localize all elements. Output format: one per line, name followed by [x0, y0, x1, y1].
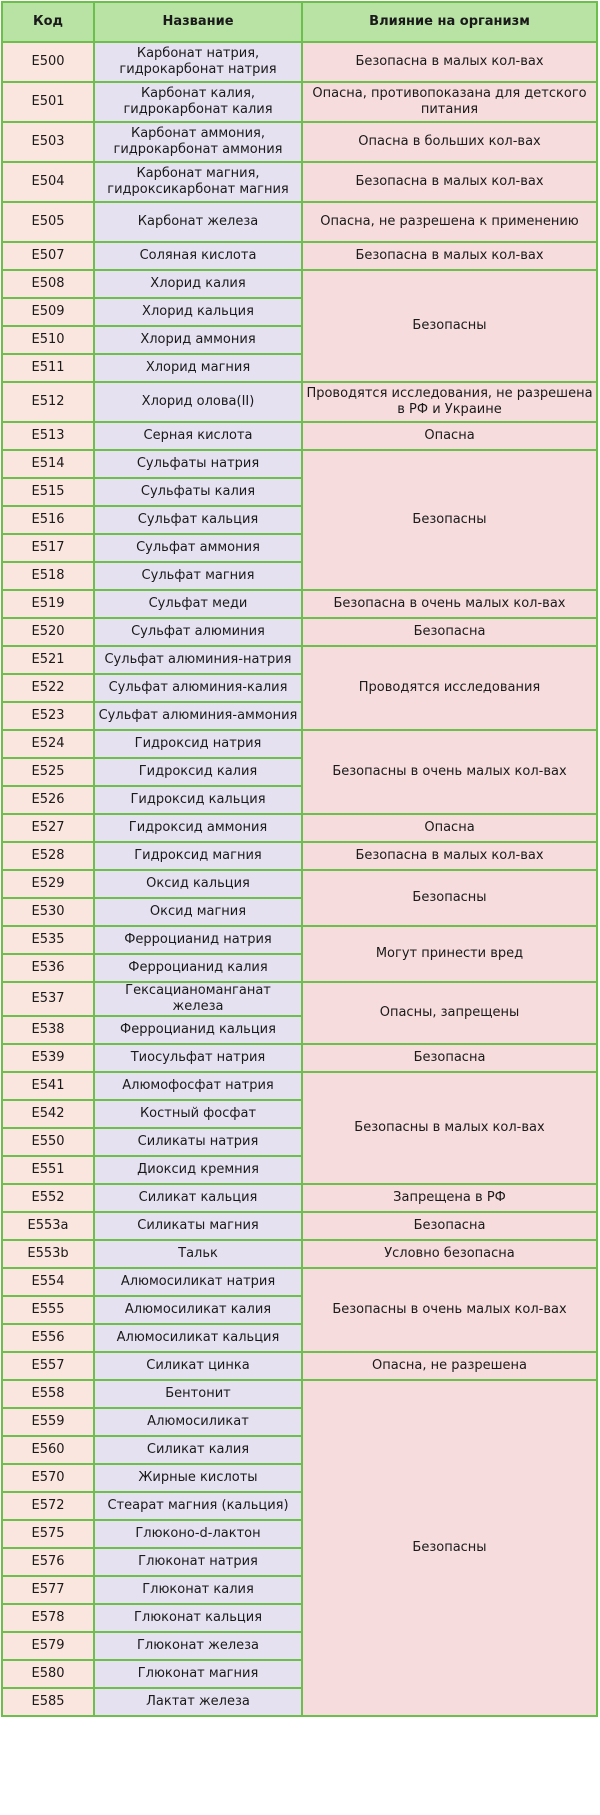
- cell-code: E542: [3, 1101, 93, 1127]
- cell-code: E578: [3, 1605, 93, 1631]
- cell-effect: Проводятся исследования: [303, 647, 596, 729]
- cell-name: Глюконат магния: [95, 1661, 301, 1687]
- cell-effect: Безопасны: [303, 1381, 596, 1715]
- cell-name: Глюконат натрия: [95, 1549, 301, 1575]
- cell-code: E518: [3, 563, 93, 589]
- cell-code: E570: [3, 1465, 93, 1491]
- table-row: [3, 83, 596, 121]
- cell-name: Гидроксид кальция: [95, 787, 301, 813]
- cell-code: E572: [3, 1493, 93, 1519]
- cell-code: E538: [3, 1017, 93, 1043]
- cell-code: E505: [3, 203, 93, 241]
- table-row: [3, 815, 596, 841]
- cell-effect: Безопасна в малых кол-вах: [303, 843, 596, 869]
- cell-effect: Опасна, не разрешена: [303, 1353, 596, 1379]
- cell-effect: Проводятся исследования, не разрешена в РФ и Украине: [303, 383, 596, 421]
- cell-code: E514: [3, 451, 93, 477]
- cell-effect: Безопасна: [303, 1045, 596, 1071]
- cell-name: Глюконат кальция: [95, 1605, 301, 1631]
- cell-code: E517: [3, 535, 93, 561]
- cell-name: Глюконат калия: [95, 1577, 301, 1603]
- cell-name: Алюмосиликат натрия: [95, 1269, 301, 1295]
- table-row: [3, 43, 596, 81]
- cell-effect: Условно безопасна: [303, 1241, 596, 1267]
- cell-name: Сульфат алюминия: [95, 619, 301, 645]
- cell-name: Сульфат аммония: [95, 535, 301, 561]
- cell-name: Силикат кальция: [95, 1185, 301, 1211]
- cell-code: E553a: [3, 1213, 93, 1239]
- cell-code: E541: [3, 1073, 93, 1099]
- cell-code: E579: [3, 1633, 93, 1659]
- cell-name: Сульфат алюминия-аммония: [95, 703, 301, 729]
- cell-name: Карбонат натрия, гидрокарбонат натрия: [95, 43, 301, 81]
- cell-code: E508: [3, 271, 93, 297]
- cell-code: E526: [3, 787, 93, 813]
- cell-effect: Опасна, не разрешена к применению: [303, 203, 596, 241]
- cell-code: E524: [3, 731, 93, 757]
- cell-name: Стеарат магния (кальция): [95, 1493, 301, 1519]
- table-row: [3, 271, 596, 297]
- cell-code: E536: [3, 955, 93, 981]
- cell-effect: Запрещена в РФ: [303, 1185, 596, 1211]
- cell-effect: Безопасна: [303, 619, 596, 645]
- cell-name: Ферроцианид натрия: [95, 927, 301, 953]
- cell-effect: Безопасна в очень малых кол-вах: [303, 591, 596, 617]
- cell-name: Сульфаты калия: [95, 479, 301, 505]
- table-row: [3, 123, 596, 161]
- cell-code: E577: [3, 1577, 93, 1603]
- cell-code: E557: [3, 1353, 93, 1379]
- cell-effect: Опасны, запрещены: [303, 983, 596, 1043]
- table-row: [3, 1353, 596, 1379]
- cell-name: Жирные кислоты: [95, 1465, 301, 1491]
- cell-name: Оксид кальция: [95, 871, 301, 897]
- cell-code: E509: [3, 299, 93, 325]
- cell-effect: Безопасны: [303, 271, 596, 381]
- cell-effect: Безопасны: [303, 451, 596, 589]
- cell-name: Карбонат калия, гидрокарбонат калия: [95, 83, 301, 121]
- cell-name: Карбонат железа: [95, 203, 301, 241]
- cell-name: Глюконо-d-лактон: [95, 1521, 301, 1547]
- cell-code: E553b: [3, 1241, 93, 1267]
- cell-code: E504: [3, 163, 93, 201]
- cell-code: E527: [3, 815, 93, 841]
- cell-code: E530: [3, 899, 93, 925]
- header-name: Название: [95, 3, 301, 41]
- cell-code: E554: [3, 1269, 93, 1295]
- cell-name: Оксид магния: [95, 899, 301, 925]
- table-row: [3, 927, 596, 953]
- cell-effect: Опасна в больших кол-вах: [303, 123, 596, 161]
- cell-name: Гидроксид натрия: [95, 731, 301, 757]
- cell-effect: Могут принести вред: [303, 927, 596, 981]
- cell-code: E539: [3, 1045, 93, 1071]
- cell-effect: Безопасны в очень малых кол-вах: [303, 731, 596, 813]
- cell-code: E556: [3, 1325, 93, 1351]
- cell-code: E515: [3, 479, 93, 505]
- cell-name: Хлорид калия: [95, 271, 301, 297]
- cell-code: E528: [3, 843, 93, 869]
- cell-effect: Безопасна в малых кол-вах: [303, 243, 596, 269]
- cell-code: E576: [3, 1549, 93, 1575]
- table-row: [3, 1185, 596, 1211]
- table-row: [3, 983, 596, 1015]
- table-row: [3, 383, 596, 421]
- cell-name: Бентонит: [95, 1381, 301, 1407]
- cell-name: Хлорид аммония: [95, 327, 301, 353]
- cell-name: Гидроксид магния: [95, 843, 301, 869]
- table-row: [3, 1073, 596, 1099]
- cell-code: E552: [3, 1185, 93, 1211]
- cell-code: E575: [3, 1521, 93, 1547]
- table-row: [3, 423, 596, 449]
- cell-name: Хлорид кальция: [95, 299, 301, 325]
- cell-code: E559: [3, 1409, 93, 1435]
- cell-code: E510: [3, 327, 93, 353]
- cell-name: Ферроцианид калия: [95, 955, 301, 981]
- table-row: [3, 619, 596, 645]
- cell-code: E511: [3, 355, 93, 381]
- cell-code: E525: [3, 759, 93, 785]
- cell-name: Соляная кислота: [95, 243, 301, 269]
- cell-code: E500: [3, 43, 93, 81]
- cell-code: E513: [3, 423, 93, 449]
- cell-name: Хлорид магния: [95, 355, 301, 381]
- table-row: [3, 731, 596, 757]
- table-row: [3, 1045, 596, 1071]
- cell-code: E560: [3, 1437, 93, 1463]
- cell-code: E521: [3, 647, 93, 673]
- cell-name: Силикаты натрия: [95, 1129, 301, 1155]
- table-row: [3, 871, 596, 897]
- cell-code: E585: [3, 1689, 93, 1715]
- cell-name: Силикат цинка: [95, 1353, 301, 1379]
- cell-code: E522: [3, 675, 93, 701]
- cell-effect: Безопасна в малых кол-вах: [303, 163, 596, 201]
- cell-name: Сульфаты натрия: [95, 451, 301, 477]
- table-row: [3, 1381, 596, 1407]
- cell-effect: Безопасна в малых кол-вах: [303, 43, 596, 81]
- cell-name: Лактат железа: [95, 1689, 301, 1715]
- cell-name: Хлорид олова(II): [95, 383, 301, 421]
- cell-effect: Опасна: [303, 815, 596, 841]
- cell-name: Алюмосиликат калия: [95, 1297, 301, 1323]
- table-row: [3, 1213, 596, 1239]
- table-row: [3, 843, 596, 869]
- table-row: [3, 203, 596, 241]
- cell-name: Карбонат магния, гидроксикарбонат магния: [95, 163, 301, 201]
- cell-code: E503: [3, 123, 93, 161]
- cell-name: Сульфат кальция: [95, 507, 301, 533]
- cell-name: Гидроксид калия: [95, 759, 301, 785]
- cell-code: E558: [3, 1381, 93, 1407]
- cell-name: Сульфат магния: [95, 563, 301, 589]
- cell-name: Гидроксид аммония: [95, 815, 301, 841]
- cell-name: Диоксид кремния: [95, 1157, 301, 1183]
- cell-code: E512: [3, 383, 93, 421]
- cell-code: E550: [3, 1129, 93, 1155]
- cell-effect: Безопасна: [303, 1213, 596, 1239]
- cell-name: Серная кислота: [95, 423, 301, 449]
- cell-name: Гексацианоманганат железа: [95, 983, 301, 1015]
- cell-name: Тиосульфат натрия: [95, 1045, 301, 1071]
- table-row: [3, 1241, 596, 1267]
- cell-code: E535: [3, 927, 93, 953]
- cell-effect: Опасна, противопоказана для детского питания: [303, 83, 596, 121]
- cell-name: Карбонат аммония, гидрокарбонат аммония: [95, 123, 301, 161]
- table-body: [3, 43, 596, 1715]
- cell-code: E551: [3, 1157, 93, 1183]
- cell-effect: Безопасны в очень малых кол-вах: [303, 1269, 596, 1351]
- cell-code: E523: [3, 703, 93, 729]
- table-row: [3, 591, 596, 617]
- cell-name: Алюмофосфат натрия: [95, 1073, 301, 1099]
- table-row: [3, 243, 596, 269]
- cell-code: E519: [3, 591, 93, 617]
- cell-name: Силикат калия: [95, 1437, 301, 1463]
- cell-name: Костный фосфат: [95, 1101, 301, 1127]
- cell-name: Алюмосиликат: [95, 1409, 301, 1435]
- cell-name: Ферроцианид кальция: [95, 1017, 301, 1043]
- cell-code: E501: [3, 83, 93, 121]
- header-code: Код: [3, 3, 93, 41]
- cell-name: Силикаты магния: [95, 1213, 301, 1239]
- cell-name: Алюмосиликат кальция: [95, 1325, 301, 1351]
- header-row: [3, 3, 596, 41]
- cell-code: E537: [3, 983, 93, 1015]
- cell-code: E516: [3, 507, 93, 533]
- cell-name: Глюконат железа: [95, 1633, 301, 1659]
- cell-code: E529: [3, 871, 93, 897]
- cell-name: Сульфат меди: [95, 591, 301, 617]
- table-row: [3, 163, 596, 201]
- cell-effect: Безопасны в малых кол-вах: [303, 1073, 596, 1183]
- table-row: [3, 451, 596, 477]
- additives-table: [1, 1, 598, 1717]
- cell-code: E520: [3, 619, 93, 645]
- cell-code: E555: [3, 1297, 93, 1323]
- cell-name: Тальк: [95, 1241, 301, 1267]
- table-row: [3, 1269, 596, 1295]
- cell-effect: Безопасны: [303, 871, 596, 925]
- cell-effect: Опасна: [303, 423, 596, 449]
- header-effect: Влияние на организм: [303, 3, 596, 41]
- cell-code: E580: [3, 1661, 93, 1687]
- cell-name: Сульфат алюминия-калия: [95, 675, 301, 701]
- cell-name: Сульфат алюминия-натрия: [95, 647, 301, 673]
- cell-code: E507: [3, 243, 93, 269]
- table-row: [3, 647, 596, 673]
